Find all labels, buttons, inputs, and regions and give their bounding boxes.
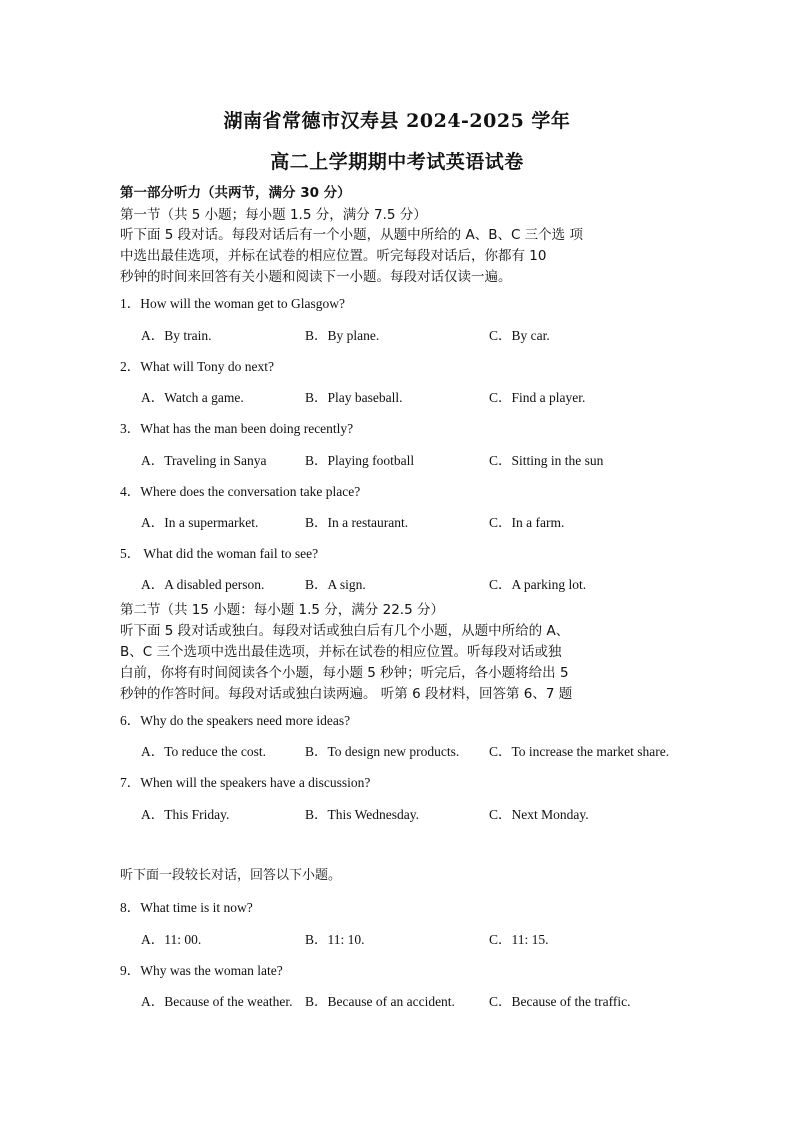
exam-title-line-2: 高二上学期期中考试英语试卷 (270, 151, 524, 173)
option-c[interactable]: C．Because of the traffic. (489, 994, 631, 1009)
question-6: 6．Why do the speakers need more ideas? (120, 713, 351, 728)
question-3: 3．What has the man been doing recently? (120, 421, 354, 436)
option-c[interactable]: C．Find a player. (489, 390, 586, 405)
question-8: 8．What time is it now? (120, 900, 253, 915)
option-a[interactable]: A．A disabled person. (141, 577, 265, 592)
option-a[interactable]: A．This Friday. (141, 807, 230, 822)
section2-instruction: 白前，你将有时间阅读各个小题，每小题 5 秒钟；听完后，各小题将给出 5 (120, 665, 569, 681)
option-c[interactable]: C．A parking lot. (489, 577, 587, 592)
part1-heading: 第一部分听力（共两节，满分 30 分） (120, 185, 351, 201)
question-1: 1．How will the woman get to Glasgow? (120, 296, 345, 311)
option-a[interactable]: A．In a supermarket. (141, 515, 259, 530)
section1-instruction: 中选出最佳选项，并标在试卷的相应位置。听完每段对话后，你都有 10 (120, 248, 547, 264)
option-a[interactable]: A．Watch a game. (141, 390, 244, 405)
section2-instruction: 听下面 5 段对话或独白。每段对话或独白后有几个小题，从题中所给的 A、 (120, 623, 570, 639)
exam-title-line-1: 湖南省常德市汉寿县 2024-2025 学年 (223, 110, 571, 132)
option-b[interactable]: B．This Wednesday. (305, 807, 420, 822)
option-b[interactable]: B．Because of an accident. (305, 994, 455, 1009)
section2-instruction: B、C 三个选项中选出最佳选项，并标在试卷的相应位置。听每段对话或独 (120, 644, 562, 660)
option-b[interactable]: B．Play baseball. (305, 390, 403, 405)
option-a[interactable]: A．To reduce the cost. (141, 744, 267, 759)
option-a[interactable]: A．By train. (141, 328, 212, 343)
option-b[interactable]: B．In a restaurant. (305, 515, 409, 530)
option-c[interactable]: C．Next Monday. (489, 807, 589, 822)
section1-instruction: 听下面 5 段对话。每段对话后有一个小题，从题中所给的 A、B、C 三个选 项 (120, 227, 583, 243)
question-9: 9．Why was the woman late? (120, 963, 283, 978)
option-b[interactable]: B．11: 10. (305, 932, 365, 947)
section2-instruction: 秒钟的作答时间。每段对话或独白读两遍。 听第 6 段材料，回答第 6、7 题 (120, 686, 573, 702)
section1-heading: 第一节（共 5 小题；每小题 1.5 分，满分 7.5 分） (120, 207, 427, 223)
option-a[interactable]: A．11: 00. (141, 932, 202, 947)
question-5: 5． What did the woman fail to see? (120, 546, 319, 561)
option-b[interactable]: B．To design new products. (305, 744, 460, 759)
long-dialogue-note: 听下面一段较长对话，回答以下小题。 (120, 868, 342, 883)
option-a[interactable]: A．Traveling in Sanya (141, 453, 267, 468)
option-a[interactable]: A．Because of the weather. (141, 994, 293, 1009)
option-b[interactable]: B．A sign. (305, 577, 366, 592)
question-4: 4．Where does the conversation take place? (120, 484, 361, 499)
option-b[interactable]: B．By plane. (305, 328, 380, 343)
option-c[interactable]: C．To increase the market share. (489, 744, 670, 759)
option-c[interactable]: C．By car. (489, 328, 550, 343)
section2-heading: 第二节（共 15 小题：每小题 1.5 分，满分 22.5 分） (120, 602, 444, 618)
option-c[interactable]: C．11: 15. (489, 932, 549, 947)
option-c[interactable]: C．In a farm. (489, 515, 565, 530)
question-2: 2．What will Tony do next? (120, 359, 275, 374)
option-b[interactable]: B．Playing football (305, 453, 415, 468)
option-c[interactable]: C．Sitting in the sun (489, 453, 604, 468)
section1-instruction: 秒钟的时间来回答有关小题和阅读下一小题。每段对话仅读一遍。 (120, 269, 512, 285)
question-7: 7．When will the speakers have a discussion? (120, 775, 371, 790)
